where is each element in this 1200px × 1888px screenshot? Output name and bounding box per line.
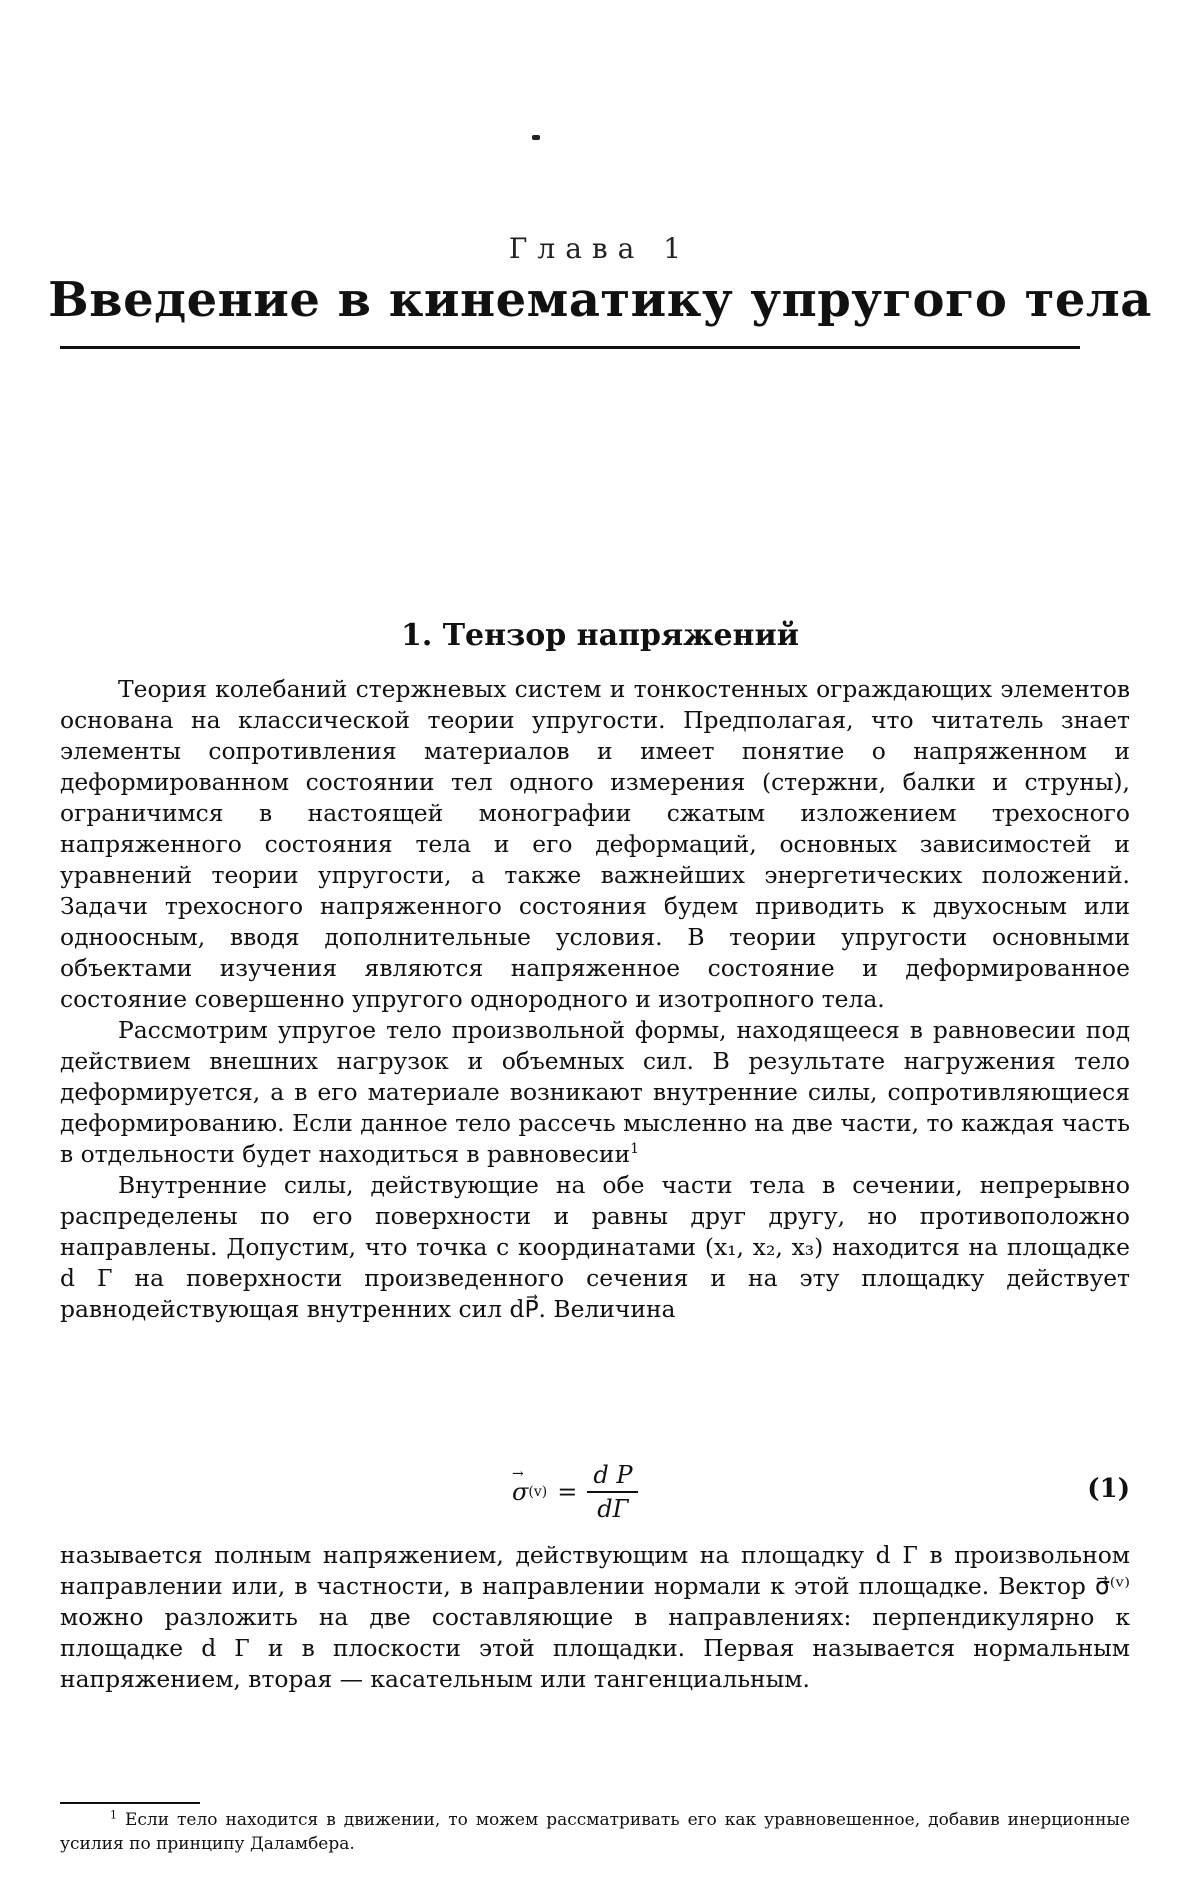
chapter-title: Введение в кинематику упругого тела — [48, 272, 1152, 328]
equation-lhs — [512, 1466, 529, 1506]
section-heading: 1. Тензор напряжений — [400, 618, 800, 653]
footnote-rule — [60, 1802, 200, 1804]
body-text-continued — [60, 1540, 1130, 1695]
footnote — [60, 1808, 1130, 1856]
body-text — [60, 674, 1130, 1325]
print-speck — [532, 135, 540, 140]
paragraph-3: Внутренние силы, действующие на обе части тела в сечении, непрерывно распределены по его поверхности и равны друг другу, но противоположно направлены. Допустим, что точка с координатами (x₁, x₂, x₃) находится на площадке d Г на поверхности произведенного сечения и на эту площадку действует равнодействующая внутренних сил dP⃗. Величина — [60, 1171, 1130, 1323]
paragraph-4: называется полным напряжением, действующим на площадку d Г в произвольном направлении или, в частности, в направлении нормали к этой площадке. Вектор σ⃗⁽ᵛ⁾ можно разложить на две составляющие в направлениях: перпендикулярно к площадке d Г и в плоскости этой площадки. Первая называется нормальным напряжением, вторая — касательным или тангенциальным. — [60, 1541, 1130, 1693]
paragraph-2 — [60, 1015, 1130, 1170]
footnote-reference: 1 — [630, 1141, 640, 1158]
equation-lhs-symbol: σ — [512, 1478, 529, 1506]
vector-arrow-icon: → — [512, 1466, 524, 1482]
fraction-numerator-text: d P — [593, 1461, 633, 1489]
equation — [512, 1462, 638, 1522]
equation-equals: = — [557, 1478, 578, 1506]
chapter-label: Глава 1 — [508, 232, 692, 265]
equation-number: (1) — [1087, 1474, 1130, 1504]
footnote-text: Если тело находится в движении, то можем рассматривать его как уравновешенное, добавив инерционные усилия по принципу Даламбера. — [60, 1810, 1130, 1854]
footnote-mark: 1 — [110, 1808, 117, 1822]
fraction-denominator: dГ — [597, 1495, 629, 1523]
title-rule — [60, 346, 1080, 349]
equation-lhs-superscript: (v) — [528, 1484, 548, 1500]
paragraph-2-text: Рассмотрим упругое тело произвольной формы, находящееся в равновесии под действием внешних нагрузок и объемных сил. В результате нагружения тело деформируется, а в его материале возникают внутренние силы, сопротивляющиеся деформированию. Если данное тело рассечь мысленно на две части, то каждая часть в отдельности будет находиться в равновесии — [60, 1016, 1130, 1168]
equation-fraction — [587, 1461, 638, 1523]
equation-row — [60, 1462, 1130, 1522]
paragraph-1: Теория колебаний стержневых систем и тонкостенных ограждающих элементов основана на классической теории упругости. Предполагая, что читатель знает элементы сопротивления материалов и имеет понятие о напряженном и деформированном состоянии тел одного измерения (стержни, балки и струны), ограничимся в настоящей монографии сжатым изложением трехосного напряженного состояния тела и его деформаций, основных зависимостей и уравнений теории упругости, а также важнейших энергетических положений. Задачи трехосного напряженного состояния будем приводить к двухосным или одноосным, вводя дополнительные условия. В теории упругости основными объектами изучения являются напряженное состояние и деформированное состояние совершенно упругого однородного и изотропного тела. — [60, 675, 1130, 1013]
fraction-numerator — [587, 1461, 638, 1493]
